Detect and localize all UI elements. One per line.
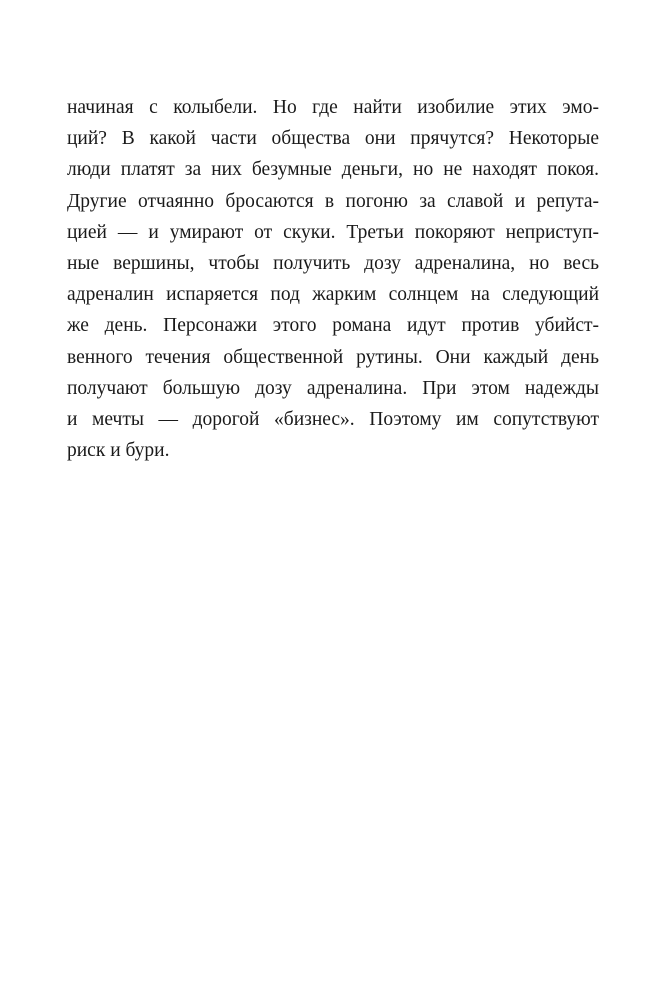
text-line: Другие отчаянно бросаются в погоню за славой и репута- xyxy=(67,190,599,212)
text-line: и мечты — дорогой «бизнес». Поэтому им сопутствуют xyxy=(67,408,599,430)
text-line: венного течения общественной рутины. Они каждый день xyxy=(67,346,599,368)
text-line: цией — и умирают от скуки. Третьи покоряют неприступ- xyxy=(67,221,599,243)
text-line: риск и бури. xyxy=(67,440,170,462)
text-line: ные вершины, чтобы получить дозу адреналина, но весь xyxy=(67,252,599,274)
text-line: ций? В какой части общества они прячутся? Некоторые xyxy=(67,128,599,150)
text-line: адреналин испаряется под жарким солнцем на следующий xyxy=(67,284,599,306)
text-line: начиная с колыбели. Но где найти изобилие этих эмо- xyxy=(67,97,599,118)
text-line: люди платят за них безумные деньги, но не находят покоя. xyxy=(67,159,599,181)
text-line: же день. Персонажи этого романа идут против убийст- xyxy=(67,315,599,337)
text-line: получают большую дозу адреналина. При этом надежды xyxy=(67,377,599,399)
body-paragraph xyxy=(67,92,599,466)
